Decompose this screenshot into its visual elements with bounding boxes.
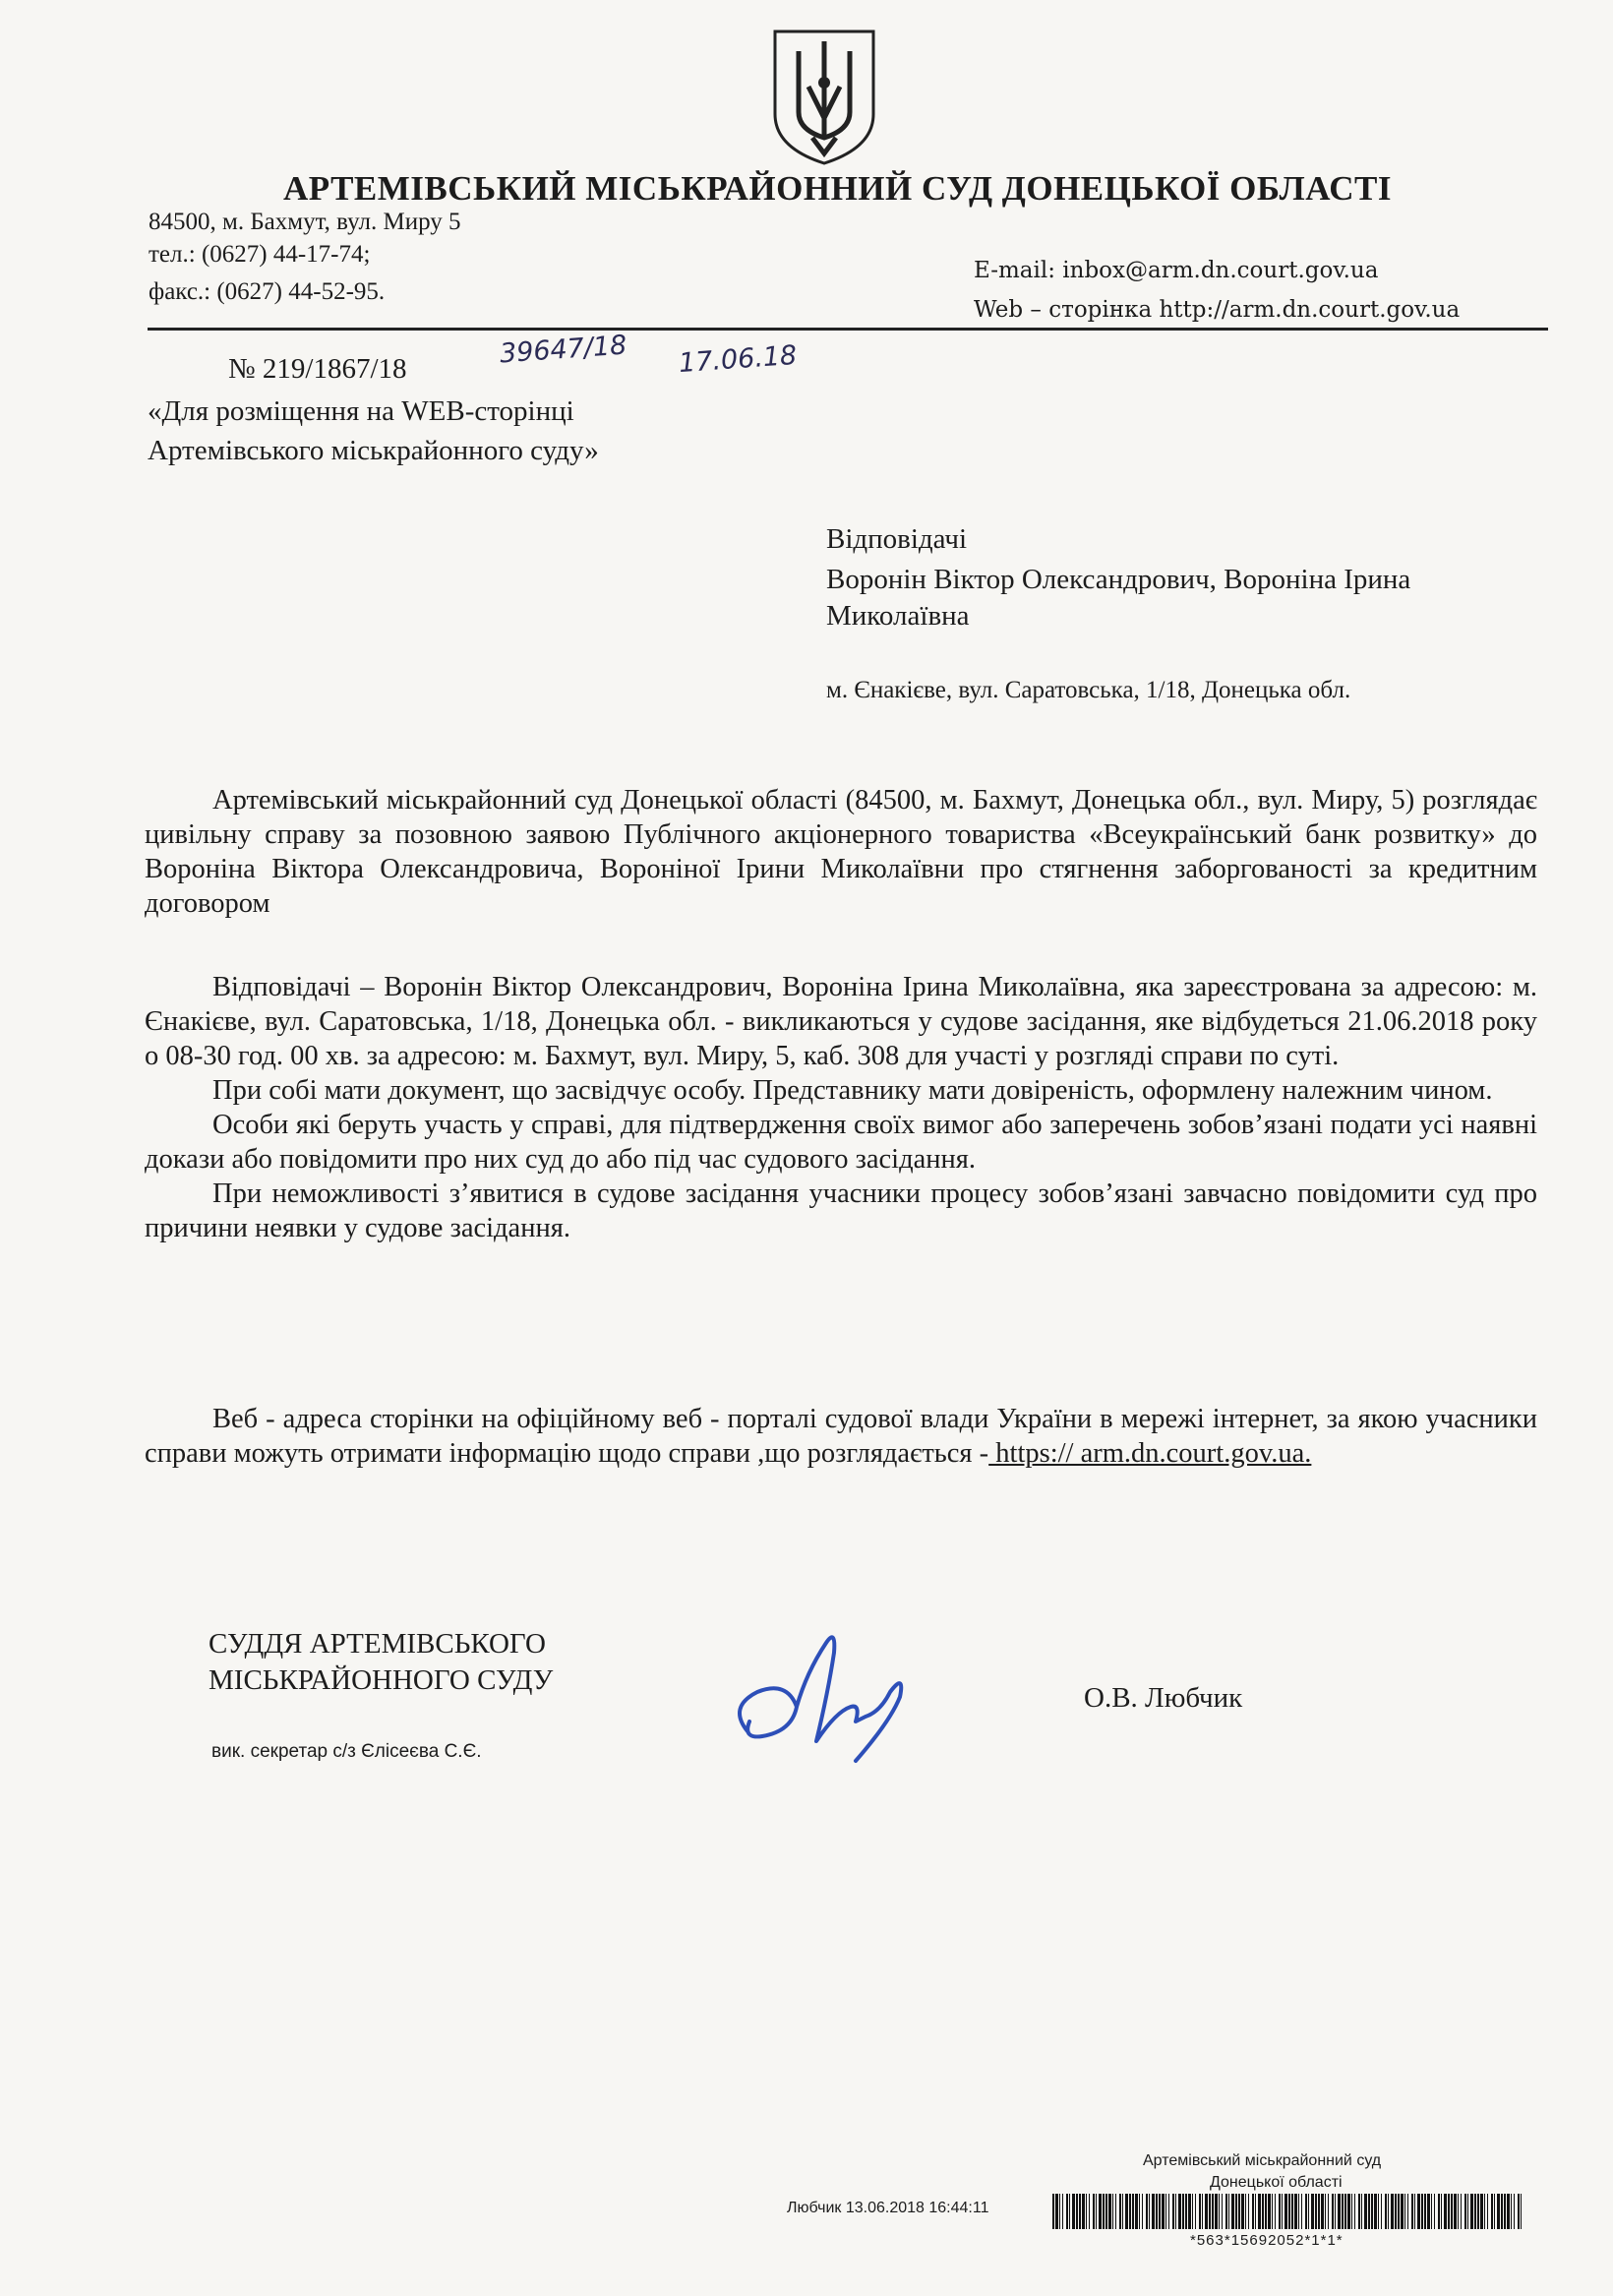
- barcode-bar: [1291, 2194, 1293, 2229]
- barcode-bar: [1461, 2194, 1462, 2229]
- barcode-bar: [1115, 2194, 1116, 2229]
- paragraph-5: При неможливості з’явитися в судове засідання учасники процесу зобов’язані завчасно повідомити суд про причини неявки у судове засідання.: [145, 1178, 1537, 1243]
- barcode-bar: [1168, 2194, 1169, 2229]
- barcode-bar: [1265, 2194, 1267, 2229]
- barcode-bar: [1219, 2194, 1220, 2229]
- barcode-bar: [1099, 2194, 1102, 2229]
- barcode-bar: [1511, 2194, 1512, 2229]
- barcode-bar: [1165, 2194, 1166, 2229]
- barcode-bar: [1507, 2194, 1510, 2229]
- barcode-bar: [1444, 2194, 1447, 2229]
- paragraph-6: [145, 1402, 1537, 1471]
- barcode-bar: [1268, 2194, 1271, 2229]
- barcode-bar: [1364, 2194, 1367, 2229]
- barcode-bar: [1342, 2194, 1344, 2229]
- barcode-bar: [1427, 2194, 1430, 2229]
- barcode-bar: [1308, 2194, 1309, 2229]
- barcode-bar: [1395, 2194, 1397, 2229]
- barcode-bar: [1411, 2194, 1413, 2229]
- barcode-bar: [1487, 2194, 1488, 2229]
- barcode-bar: [1391, 2194, 1394, 2229]
- barcode-bar: [1093, 2194, 1095, 2229]
- respondents-names-line2: Миколаївна: [826, 600, 970, 632]
- barcode-bar: [1448, 2194, 1450, 2229]
- barcode-bar: [1072, 2194, 1075, 2229]
- barcode-bar: [1202, 2194, 1203, 2229]
- barcode-bar: [1518, 2194, 1520, 2229]
- barcode-bar: [1298, 2194, 1299, 2229]
- barcode-bar: [1152, 2194, 1155, 2229]
- barcode-bar: [1248, 2194, 1249, 2229]
- document-barcode: [1052, 2194, 1524, 2229]
- barcode-bar: [1417, 2194, 1420, 2229]
- barcode-bar: [1441, 2194, 1442, 2229]
- barcode-bar: [1262, 2194, 1264, 2229]
- body-paragraph-case: [145, 783, 1537, 921]
- barcode-bar: [1178, 2194, 1181, 2229]
- barcode-bar: [1222, 2194, 1223, 2229]
- barcode-bar: [1059, 2194, 1060, 2229]
- respondents-names-line1: Воронін Віктор Олександрович, Вороніна Ірина: [826, 564, 1411, 595]
- barcode-bar: [1491, 2194, 1493, 2229]
- registration-number: № 219/1867/18: [228, 353, 407, 385]
- barcode-bar: [1414, 2194, 1415, 2229]
- paragraph-1: Артемівський міськрайонний суд Донецької області (84500, м. Бахмут, Донецька обл., вул. Миру, 5) розглядає цивільну справу за позовною заявою Публічного акціонерного товариства «Всеукраїнський банк розвитку» до Вороніна Віктора Олександровича, Вороніної Ірини Миколаївни про стягнення заборгованості за кредитним договором: [145, 785, 1537, 919]
- barcode-text: *563*15692052*1*1*: [1190, 2232, 1344, 2249]
- barcode-bar: [1431, 2194, 1432, 2229]
- judge-title-line1: СУДДЯ АРТЕМІВСЬКОГО: [209, 1628, 546, 1660]
- barcode-bar: [1122, 2194, 1123, 2229]
- barcode-bar: [1119, 2194, 1121, 2229]
- barcode-bar: [1082, 2194, 1085, 2229]
- barcode-bar: [1129, 2194, 1131, 2229]
- barcode-bar: [1514, 2194, 1515, 2229]
- barcode-bar: [1464, 2194, 1466, 2229]
- barcode-bar: [1159, 2194, 1161, 2229]
- barcode-bar: [1318, 2194, 1320, 2229]
- barcode-bar: [1378, 2194, 1379, 2229]
- barcode-bar: [1149, 2194, 1150, 2229]
- barcode-bar: [1398, 2194, 1400, 2229]
- barcode-bar: [1385, 2194, 1387, 2229]
- barcode-bar: [1381, 2194, 1382, 2229]
- barcode-bar: [1434, 2194, 1435, 2229]
- barcode-bar: [1182, 2194, 1184, 2229]
- barcode-bar: [1125, 2194, 1128, 2229]
- barcode-bar: [1407, 2194, 1408, 2229]
- barcode-bar: [1347, 2194, 1350, 2229]
- barcode-bar: [1279, 2194, 1281, 2229]
- barcode-bar: [1474, 2194, 1476, 2229]
- barcode-bar: [1112, 2194, 1113, 2229]
- barcode-bar: [1139, 2194, 1140, 2229]
- barcode-bar: [1497, 2194, 1500, 2229]
- court-name-heading: АРТЕМІВСЬКИЙ МІСЬКРАЙОННИЙ СУД ДОНЕЦЬКОЇ ОБЛАСТІ: [283, 169, 1392, 208]
- barcode-bar: [1272, 2194, 1273, 2229]
- barcode-bar: [1142, 2194, 1143, 2229]
- barcode-bar: [1335, 2194, 1336, 2229]
- barcode-bar: [1238, 2194, 1240, 2229]
- barcode-bar: [1470, 2194, 1473, 2229]
- barcode-bar: [1388, 2194, 1389, 2229]
- barcode-bar: [1162, 2194, 1165, 2229]
- barcode-bar: [1344, 2194, 1346, 2229]
- barcode-bar: [1062, 2194, 1063, 2229]
- barcode-bar: [1108, 2194, 1111, 2229]
- barcode-bar: [1055, 2194, 1058, 2229]
- barcode-bar: [1172, 2194, 1174, 2229]
- barcode-bar: [1188, 2194, 1191, 2229]
- barcode-bar: [1477, 2194, 1479, 2229]
- barcode-bar: [1371, 2194, 1373, 2229]
- web-note-line1: «Для розміщення на WEB-сторінці: [148, 395, 574, 427]
- barcode-bar: [1146, 2194, 1148, 2229]
- court-phone: тел.: (0627) 44-17-74;: [149, 241, 371, 268]
- barcode-bar: [1438, 2194, 1440, 2229]
- header-divider: [148, 328, 1548, 331]
- barcode-bar: [1354, 2194, 1355, 2229]
- barcode-bar: [1185, 2194, 1187, 2229]
- barcode-bar: [1105, 2194, 1107, 2229]
- court-portal-link[interactable]: https:// arm.dn.court.gov.ua.: [988, 1438, 1312, 1469]
- barcode-bar: [1315, 2194, 1317, 2229]
- barcode-bar: [1368, 2194, 1370, 2229]
- barcode-bar: [1228, 2194, 1229, 2229]
- barcode-bar: [1480, 2194, 1483, 2229]
- barcode-bar: [1245, 2194, 1246, 2229]
- barcode-bar: [1351, 2194, 1352, 2229]
- barcode-bar: [1225, 2194, 1227, 2229]
- barcode-bar: [1424, 2194, 1426, 2229]
- barcode-bar: [1215, 2194, 1218, 2229]
- secretary-note: вик. секретар с/з Єлісеєва С.Є.: [211, 1741, 482, 1762]
- barcode-bar: [1135, 2194, 1138, 2229]
- body-paragraphs-summons: [145, 970, 1537, 1245]
- barcode-bar: [1458, 2194, 1459, 2229]
- barcode-bar: [1069, 2194, 1070, 2229]
- barcode-bar: [1484, 2194, 1485, 2229]
- handwritten-incoming-number: 39647/18: [499, 330, 628, 370]
- barcode-bar: [1282, 2194, 1283, 2229]
- barcode-bar: [1255, 2194, 1256, 2229]
- barcode-bar: [1504, 2194, 1506, 2229]
- barcode-bar: [1235, 2194, 1237, 2229]
- barcode-bar: [1311, 2194, 1314, 2229]
- paragraph-2: Відповідачі – Воронін Віктор Олександрович, Вороніна Ірина Миколаївна, яка зареєстрована за адресою: м. Єнакієве, вул. Саратовська, 1/18, Донецька обл. - викликаються у судове засідання, яке відбудеться 21.06.2018 року о 08-30 год. 00 хв. за адресою: м. Бахмут, вул. Миру, 5, каб. 308 для участі у розгляді справи по суті.: [145, 972, 1537, 1071]
- barcode-bar: [1089, 2194, 1090, 2229]
- stamp-author-time: Любчик 13.06.2018 16:44:11: [787, 2200, 989, 2216]
- barcode-bar: [1321, 2194, 1324, 2229]
- barcode-bar: [1275, 2194, 1276, 2229]
- court-email: E-mail: inbox@arm.dn.court.gov.ua: [974, 258, 1379, 283]
- barcode-bar: [1156, 2194, 1158, 2229]
- respondents-address: м. Єнакієве, вул. Саратовська, 1/18, Донецька обл.: [826, 677, 1351, 703]
- coat-of-arms-icon: [769, 28, 879, 167]
- barcode-bar: [1358, 2194, 1360, 2229]
- barcode-bar: [1086, 2194, 1087, 2229]
- barcode-bar: [1231, 2194, 1234, 2229]
- judge-name: О.В. Любчик: [1084, 1682, 1243, 1714]
- barcode-bar: [1328, 2194, 1329, 2229]
- barcode-bar: [1212, 2194, 1214, 2229]
- barcode-bar: [1301, 2194, 1302, 2229]
- paragraph-4: Особи які беруть участь у справі, для підтвердження своїх вимог або заперечень зобов’язані подати усі наявні докази або повідомити про них суд до або під час судового засідання.: [145, 1110, 1537, 1175]
- judge-signature: [718, 1613, 925, 1781]
- barcode-bar: [1052, 2194, 1054, 2229]
- court-website: Web – сторінка http://arm.dn.court.gov.ua: [974, 297, 1461, 323]
- barcode-bar: [1374, 2194, 1377, 2229]
- barcode-bar: [1332, 2194, 1334, 2229]
- barcode-bar: [1199, 2194, 1201, 2229]
- barcode-bar: [1521, 2194, 1522, 2229]
- barcode-bar: [1195, 2194, 1196, 2229]
- handwritten-date: 17.06.18: [678, 339, 799, 380]
- court-address: 84500, м. Бахмут, вул. Миру 5: [149, 209, 461, 235]
- barcode-bar: [1103, 2194, 1105, 2229]
- barcode-bar: [1494, 2194, 1495, 2229]
- barcode-bar: [1192, 2194, 1193, 2229]
- barcode-bar: [1421, 2194, 1423, 2229]
- barcode-bar: [1076, 2194, 1078, 2229]
- stamp-court-line1: Артемівський міськрайонний суд: [1143, 2152, 1382, 2169]
- barcode-bar: [1454, 2194, 1457, 2229]
- barcode-bar: [1338, 2194, 1341, 2229]
- paragraph-6-text: Веб - адреса сторінки на офіційному веб - порталі судової влади України в мережі інтернет, за якою учасники справи можуть отримати інформацію щодо справи ,що розглядається -: [145, 1404, 1537, 1469]
- barcode-bar: [1467, 2194, 1468, 2229]
- barcode-bar: [1288, 2194, 1290, 2229]
- barcode-bar: [1252, 2194, 1254, 2229]
- barcode-bar: [1209, 2194, 1211, 2229]
- barcode-bar: [1451, 2194, 1453, 2229]
- barcode-bar: [1404, 2194, 1405, 2229]
- barcode-bar: [1361, 2194, 1362, 2229]
- barcode-bar: [1241, 2194, 1244, 2229]
- court-fax: факс.: (0627) 44-52-95.: [149, 278, 386, 305]
- barcode-bar: [1096, 2194, 1097, 2229]
- barcode-bar: [1066, 2194, 1068, 2229]
- barcode-bar: [1175, 2194, 1176, 2229]
- barcode-bar: [1258, 2194, 1261, 2229]
- barcode-bar: [1501, 2194, 1503, 2229]
- barcode-bar: [1079, 2194, 1081, 2229]
- judge-title-line2: МІСЬКРАЙОННОГО СУДУ: [209, 1664, 554, 1696]
- web-note-line2: Артемівського міськрайонного суду»: [148, 435, 599, 466]
- barcode-bar: [1401, 2194, 1404, 2229]
- stamp-court-line2: Донецької області: [1210, 2174, 1343, 2191]
- barcode-bar: [1205, 2194, 1208, 2229]
- respondents-heading: Відповідачі: [826, 523, 968, 555]
- barcode-bar: [1305, 2194, 1307, 2229]
- barcode-bar: [1294, 2194, 1297, 2229]
- barcode-bar: [1132, 2194, 1134, 2229]
- paragraph-3: При собі мати документ, що засвідчує особу. Представнику мати довіреність, оформлену належним чином.: [212, 1075, 1493, 1106]
- body-paragraph-web: [145, 1402, 1537, 1471]
- barcode-bar: [1325, 2194, 1326, 2229]
- barcode-bar: [1284, 2194, 1287, 2229]
